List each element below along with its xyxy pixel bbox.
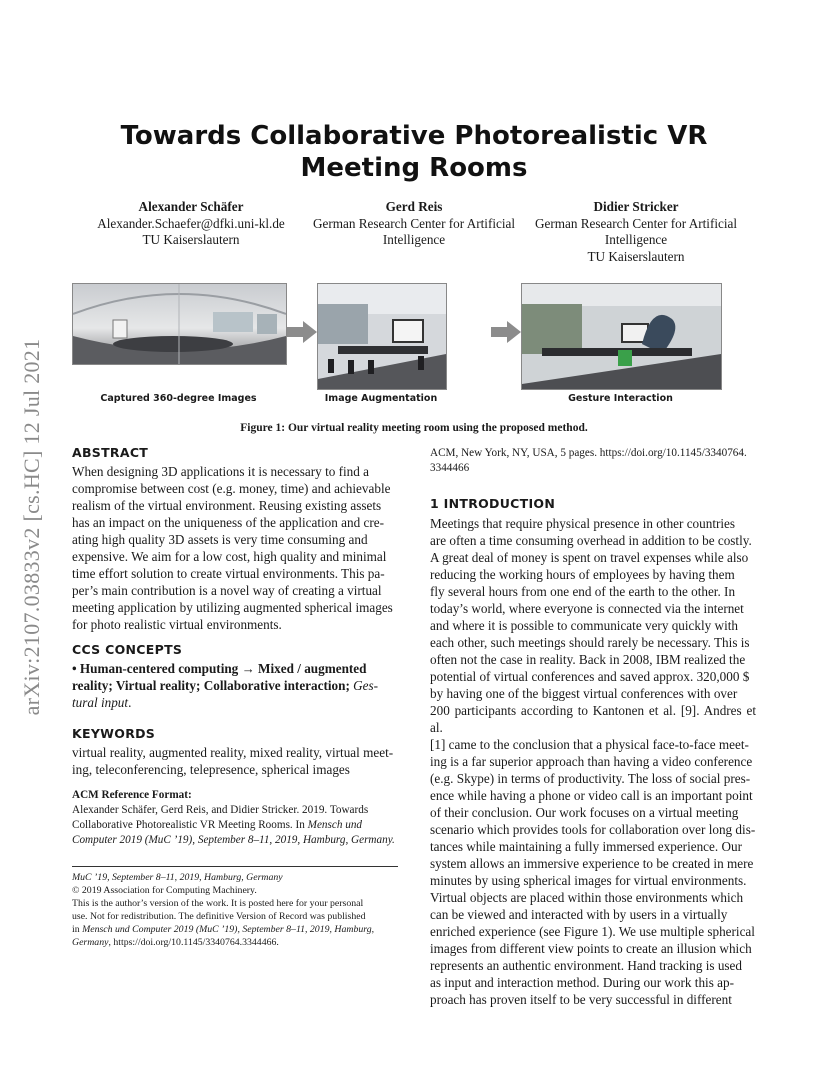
text-line: potential of virtual conferences and saved approx. 320,000 $ — [430, 669, 750, 684]
text-line: and where it is possible to communicate very quickly with — [430, 618, 739, 633]
text-line: ing is a far superior approach than having a video conference — [430, 754, 753, 769]
text-line: © 2019 Association for Computing Machinery. — [72, 885, 257, 896]
text-line — [72, 923, 398, 936]
augmented-room-image — [317, 283, 447, 390]
ccs-body — [72, 660, 398, 711]
panel-label: Captured 360-degree Images — [100, 393, 257, 404]
text-line: can be viewed and interacted with by users in a virtually — [430, 907, 728, 922]
text-line: ence while having a phone or video call is an important point — [430, 788, 753, 803]
text-line: scenario which provides tools for collaboration over long dis- — [430, 822, 756, 837]
introduction-body — [430, 515, 756, 1008]
gesture-interaction-image — [521, 283, 722, 390]
text-line — [72, 833, 398, 848]
text-line: of their conclusion. Our work focuses on a virtual meeting — [430, 805, 739, 820]
author-affiliation: Intelligence — [382, 232, 446, 247]
panorama-image — [72, 283, 287, 365]
author-affiliation: TU Kaiserslautern — [587, 248, 685, 264]
author-name: Alexander Schäfer — [138, 199, 244, 214]
arrow-right-icon — [491, 321, 521, 343]
text-line: system allows an immersive experience to be created in mere — [430, 856, 754, 871]
text-line: A great deal of money is spent on travel expenses while also — [430, 550, 749, 565]
author-block — [527, 199, 745, 265]
author-name: Didier Stricker — [593, 199, 679, 214]
acm-ref-text: Collaborative Photorealistic VR Meeting Rooms. In — [72, 819, 308, 831]
footnote — [72, 871, 398, 949]
acm-ref-venue: Mensch und — [307, 819, 363, 831]
text-line: use. Not for redistribution. The definitive Version of Record was published — [72, 911, 366, 922]
text-line: proach has proven itself to be very successful in different — [430, 992, 732, 1007]
footnote-venue: Germany — [72, 937, 109, 948]
footnote-venue: Mensch und Computer 2019 (MuC ’19), September 8–11, 2019, Hamburg, — [82, 924, 375, 935]
author-affiliation: Intelligence — [604, 232, 668, 247]
ccs-italic: tural input — [72, 695, 129, 710]
text-line: compromise between cost (e.g. money, time) and achievable — [72, 481, 391, 496]
ccs-heading: CCS CONCEPTS — [72, 642, 183, 657]
text-line: ating high quality 3D assets is very time consuming and — [72, 532, 368, 547]
text-line: Virtual objects are placed within those environments which — [430, 890, 744, 905]
figure-1 — [72, 283, 756, 404]
text-line: today’s world, where everyone is connected via the internet — [430, 601, 744, 616]
ccs-bold: reality; Virtual reality; Collaborative interaction; — [72, 678, 350, 693]
text-line: [1] came to the conclusion that a physical face-to-face meet- — [430, 737, 749, 752]
text-line: meeting application by utilizing augmented spherical images — [72, 600, 393, 615]
text-line: Meetings that require physical presence in other countries — [430, 516, 736, 531]
acm-ref-venue: Computer 2019 (MuC ’19), September 8–11, 2019, Hamburg, Germany. — [72, 834, 395, 846]
text-line: has an impact on the uniqueness of the application and cre- — [72, 515, 384, 530]
text-line: This is the author’s version of the work. It is posted here for your personal — [72, 898, 364, 909]
text-line: represents an authentic environment. Hand tracking is used — [430, 958, 743, 973]
text-line: fly several hours from one end of the earth to the other. In — [430, 584, 736, 599]
footnote-text: in — [72, 924, 83, 935]
arrow-right-icon — [287, 321, 317, 343]
footnote-doi-link[interactable]: , https://doi.org/10.1145/3340764.3344466. — [108, 937, 279, 948]
text-line: MuC ’19, September 8–11, 2019, Hamburg, Germany — [72, 872, 283, 883]
text-line: as input and interaction method. During our work this ap- — [430, 975, 734, 990]
author-email: Alexander.Schaefer@dfki.uni-kl.de — [97, 215, 285, 231]
text-line: for photo realistic virtual environments. — [72, 617, 282, 632]
keywords-body — [72, 744, 398, 778]
text-line: by having one of the biggest virtual conferences with over — [430, 686, 738, 701]
text-line: virtual reality, augmented reality, mixed reality, virtual meet- — [72, 745, 394, 760]
author-affiliation: German Research Center for Artificial — [312, 215, 516, 231]
introduction-heading: 1 INTRODUCTION — [430, 496, 556, 511]
text-line: each other, such meetings should rarely be necessary. This is — [430, 635, 750, 650]
text-line: • Human-centered computing → Mixed / augmented — [72, 661, 367, 676]
text-line: time effort solution to create virtual environments. This pa- — [72, 566, 385, 581]
panel-label: Gesture Interaction — [568, 393, 673, 404]
arxiv-stamp-text: arXiv:2107.03833v2 [cs.HC] 12 Jul 2021 — [19, 338, 44, 716]
arxiv-stamp — [14, 297, 50, 757]
abstract-body — [72, 463, 398, 633]
author-affiliation: TU Kaiserslautern — [142, 232, 240, 247]
text-line: realism of the virtual environment. Reusing existing assets — [72, 498, 382, 513]
text-line: When designing 3D applications it is necessary to find a — [72, 464, 370, 479]
keywords-heading: KEYWORDS — [72, 726, 156, 741]
acm-reference-continued — [430, 446, 757, 476]
text-line: are often a time consuming overhead in addition to be costly. — [430, 533, 752, 548]
text-line — [72, 936, 398, 949]
author-block — [305, 199, 523, 249]
acm-ref-heading: ACM Reference Format: — [72, 789, 192, 801]
author-block — [82, 199, 300, 249]
acm-ref-doi-link[interactable]: 3344466 — [430, 462, 470, 474]
author-affiliation: German Research Center for Artificial — [534, 215, 738, 231]
author-name: Gerd Reis — [385, 199, 443, 214]
figure-caption: Figure 1: Our virtual reality meeting room using the proposed method. — [240, 422, 588, 434]
text-line — [72, 818, 398, 833]
panel-label: Image Augmentation — [324, 393, 438, 404]
text-line: tances while maintaining a fully immersed experience. Our — [430, 839, 742, 854]
text-line: per’s main contribution is a novel way of creating a virtual — [72, 583, 382, 598]
text-line: ing, teleconferencing, telepresence, spherical images — [72, 762, 350, 777]
abstract-heading: ABSTRACT — [72, 445, 149, 460]
text-line: expensive. We aim for a low cost, high quality and minimal — [72, 549, 387, 564]
text-line: (e.g. Skype) in terms of productivity. The loss of social pres- — [430, 771, 751, 786]
ccs-tail: . — [128, 695, 132, 710]
text-line: enriched experience (see Figure 1). We use multiple spherical — [430, 924, 755, 939]
text-line: 200 participants according to Kantonen et al. [9]. Andres et al. — [430, 703, 756, 735]
text-line — [72, 677, 398, 694]
paper-title: Towards Collaborative Photorealistic VR Meeting Rooms — [120, 121, 708, 183]
footnote-rule — [72, 866, 398, 867]
text-line: images from different view points to create an illusion which — [430, 941, 752, 956]
acm-reference — [72, 788, 398, 848]
text-line: often not the case in reality. Back in 2008, IBM realized the — [430, 652, 746, 667]
text-line: Alexander Schäfer, Gerd Reis, and Didier Stricker. 2019. Towards — [72, 804, 369, 816]
text-line — [72, 694, 398, 711]
ccs-italic: Ges- — [349, 678, 379, 693]
text-line: reducing the working hours of employees by having them — [430, 567, 735, 582]
acm-ref-doi-link[interactable]: ACM, New York, NY, USA, 5 pages. https://doi.org/10.1145/3340764. — [430, 447, 747, 459]
text-line: minutes by using spherical images for virtual environments. — [430, 873, 747, 888]
